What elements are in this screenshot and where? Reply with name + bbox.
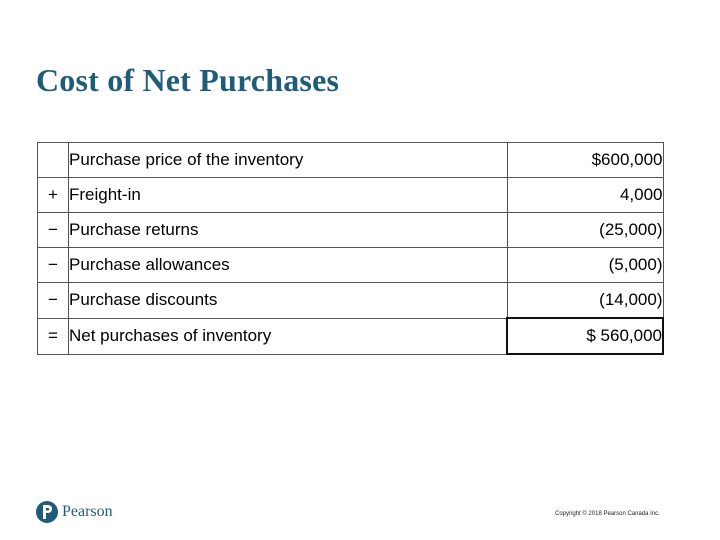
total-row (38, 318, 664, 354)
operator-cell: − (38, 248, 69, 283)
row-label: Purchase returns (69, 213, 508, 248)
pearson-logo (36, 501, 113, 523)
operator-cell: + (38, 178, 69, 213)
row-amount: $600,000 (507, 143, 663, 178)
page-title: Cost of Net Purchases (36, 62, 340, 98)
cost-table (37, 142, 664, 355)
row-amount: (25,000) (507, 213, 663, 248)
operator-cell: − (38, 213, 69, 248)
table-row (38, 248, 664, 283)
row-label: Purchase price of the inventory (69, 143, 508, 178)
table-row (38, 213, 664, 248)
row-amount: 4,000 (507, 178, 663, 213)
row-label: Purchase discounts (69, 283, 508, 319)
table-row (38, 178, 664, 213)
total-amount: $ 560,000 (507, 318, 663, 354)
operator-cell: = (38, 318, 69, 354)
brand-name: Pearson (62, 503, 113, 520)
operator-cell (38, 143, 69, 178)
pearson-logo-icon (36, 501, 58, 523)
row-label: Freight-in (69, 178, 508, 213)
row-amount: (14,000) (507, 283, 663, 319)
table-row (38, 143, 664, 178)
copyright-text: Copyright © 2018 Pearson Canada Inc. (555, 511, 660, 517)
operator-cell: − (38, 283, 69, 319)
row-label: Net purchases of inventory (69, 318, 508, 354)
row-amount: (5,000) (507, 248, 663, 283)
row-label: Purchase allowances (69, 248, 508, 283)
table-row (38, 283, 664, 319)
